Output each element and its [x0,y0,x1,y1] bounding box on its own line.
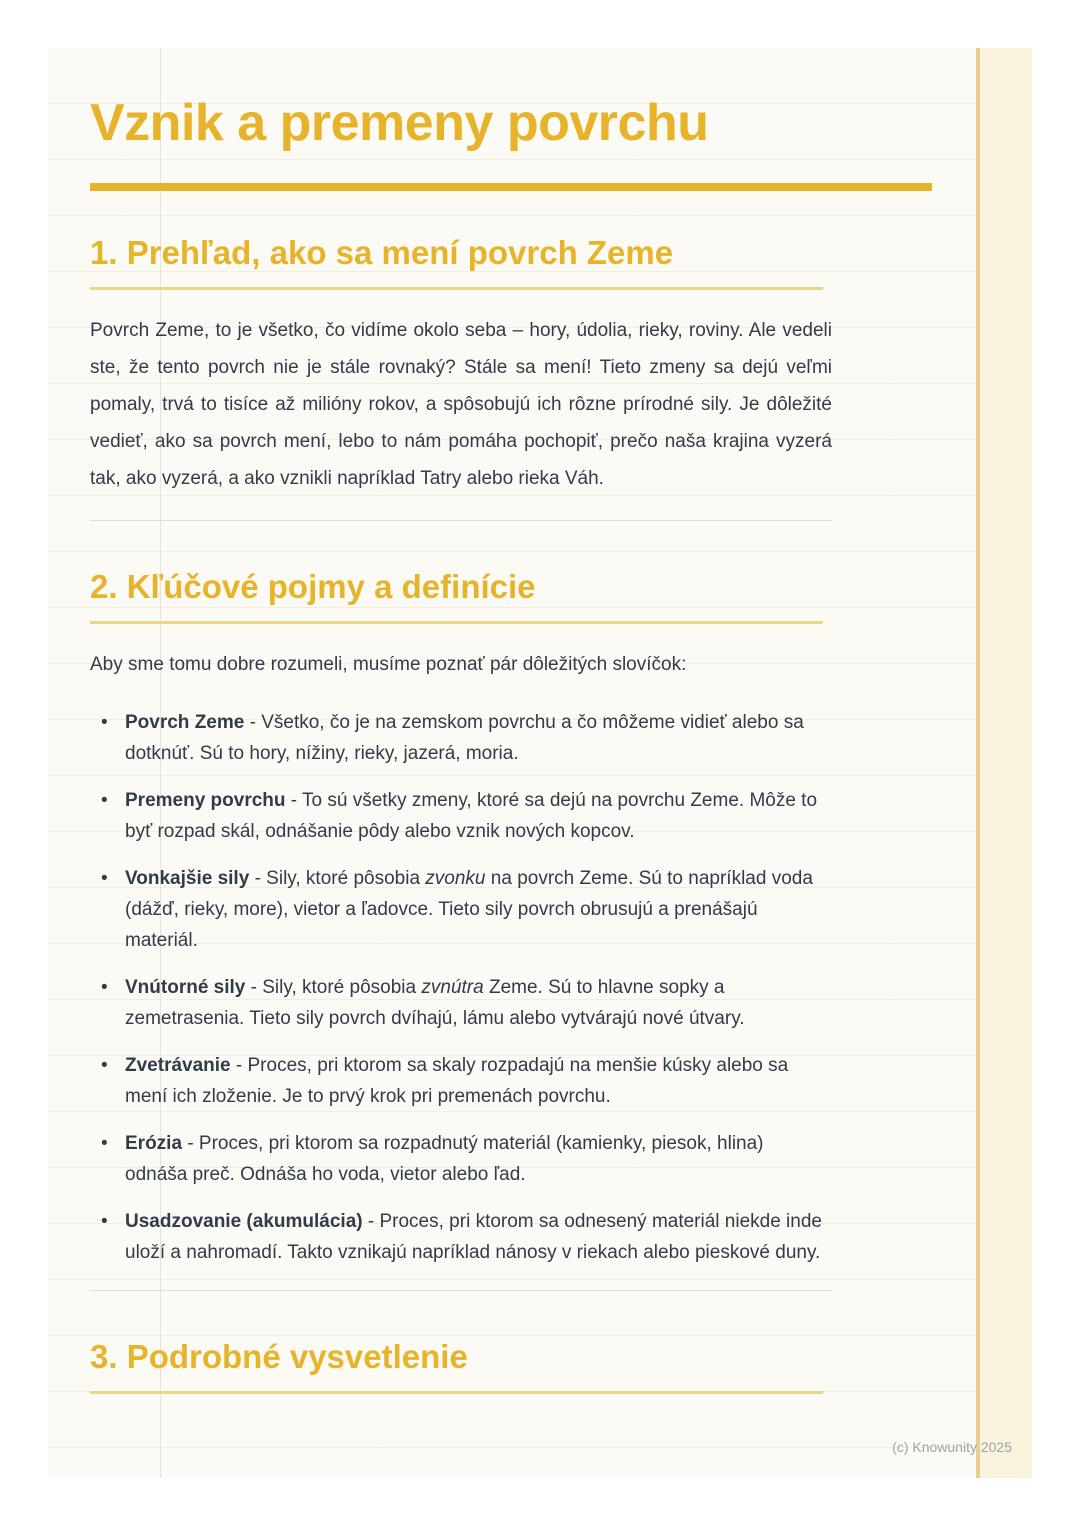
bullet-icon: • [101,1133,108,1154]
term-label: Zvetrávanie [125,1055,231,1076]
bullet-icon: • [101,977,108,998]
list-item [90,1206,825,1268]
term-list [90,707,825,1268]
list-item [90,1128,825,1190]
page-content [90,48,935,1394]
term-label: Premeny povrchu [125,790,286,811]
section-terms [90,567,935,1268]
bullet-icon: • [101,790,108,811]
section-terms-rule [90,621,823,624]
list-item [90,863,825,956]
term-definition: - To sú všetky zmeny, ktoré sa dejú na povrchu Zeme. Môže to byť rozpad skál, odnášanie pôdy alebo vznik nových kopcov. [125,790,818,842]
term-definition-italic: zvonku [425,868,486,889]
term-definition: - Proces, pri ktorom sa rozpadnutý materiál (kamienky, piesok, hlina) odnáša preč. Odnáša ho voda, vietor alebo ľad. [125,1133,764,1185]
section-detail-rule [90,1391,823,1394]
term-label: Erózia [125,1133,183,1154]
notes-page-card [48,48,1032,1478]
bullet-icon: • [101,1055,108,1076]
section-detail [90,1337,935,1394]
section-divider [90,520,832,521]
bullet-icon: • [101,712,108,733]
term-definition-italic: zvnútra [421,977,484,998]
title-underline-rule [90,183,932,191]
term-label: Usadzovanie (akumulácia) [125,1211,363,1232]
term-label: Povrch Zeme [125,712,245,733]
section-overview-paragraph: Povrch Zeme, to je všetko, čo vidíme okolo seba – hory, údolia, rieky, roviny. Ale vedeli ste, že tento povrch nie je stále rovnaký? Stále sa mení! Tieto zmeny sa dejú veľmi pomaly, trvá to tisíce až milióny rokov, a spôsobujú ich rôzne prírodné sily. Je dôležité vedieť, ako sa povrch mení, lebo to nám pomáha pochopiť, prečo naša krajina vyzerá tak, ako vyzerá, a ako vznikli napríklad Tatry alebo rieka Váh. [90,320,832,489]
term-label: Vnútorné sily [125,977,246,998]
copyright-credit: (c) Knowunity 2025 [892,1439,1012,1455]
term-definition-post: Zeme. Sú to hlavne sopky a zemetrasenia. Tieto sily povrch dvíhajú, lámu alebo vytvárajú nové útvary. [125,977,745,1029]
list-item [90,785,825,847]
term-definition: - Proces, pri ktorom sa odnesený materiál niekde inde uloží a nahromadí. Takto vznikajú napríklad nánosy v riekach alebo pieskové duny. [125,1211,822,1263]
bullet-icon: • [101,1211,108,1232]
section-overview-heading: 1. Prehľad, ako sa mení povrch Zeme [90,234,674,271]
list-item [90,1050,825,1112]
term-definition: - Všetko, čo je na zemskom povrchu a čo môžeme vidieť alebo sa dotknúť. Sú to hory, nížiny, rieky, jazerá, moria. [125,712,804,764]
section-terms-intro: Aby sme tomu dobre rozumeli, musíme poznať pár dôležitých slovíčok: [90,654,687,675]
section-overview [90,233,935,497]
page-title: Vznik a premeny povrchu [90,94,709,152]
section-detail-heading: 3. Podrobné vysvetlenie [90,1338,468,1375]
right-accent-strip [976,48,1032,1478]
term-definition-pre: - Sily, ktoré pôsobia [254,868,426,889]
section-divider [90,1290,832,1291]
term-definition-post: na povrch Zeme. Sú to napríklad voda (dážď, rieky, more), vietor a ľadovce. Tieto sily povrch obrusujú a prenášajú materiál. [125,868,813,951]
term-label: Vonkajšie sily [125,868,250,889]
term-definition-pre: - Sily, ktoré pôsobia [250,977,422,998]
section-overview-rule [90,287,823,290]
term-definition: - Proces, pri ktorom sa skaly rozpadajú na menšie kúsky alebo sa mení ich zloženie. Je to prvý krok pri premenách povrchu. [125,1055,789,1107]
bullet-icon: • [101,868,108,889]
section-terms-heading: 2. Kľúčové pojmy a definície [90,568,536,605]
list-item [90,972,825,1034]
list-item [90,707,825,769]
